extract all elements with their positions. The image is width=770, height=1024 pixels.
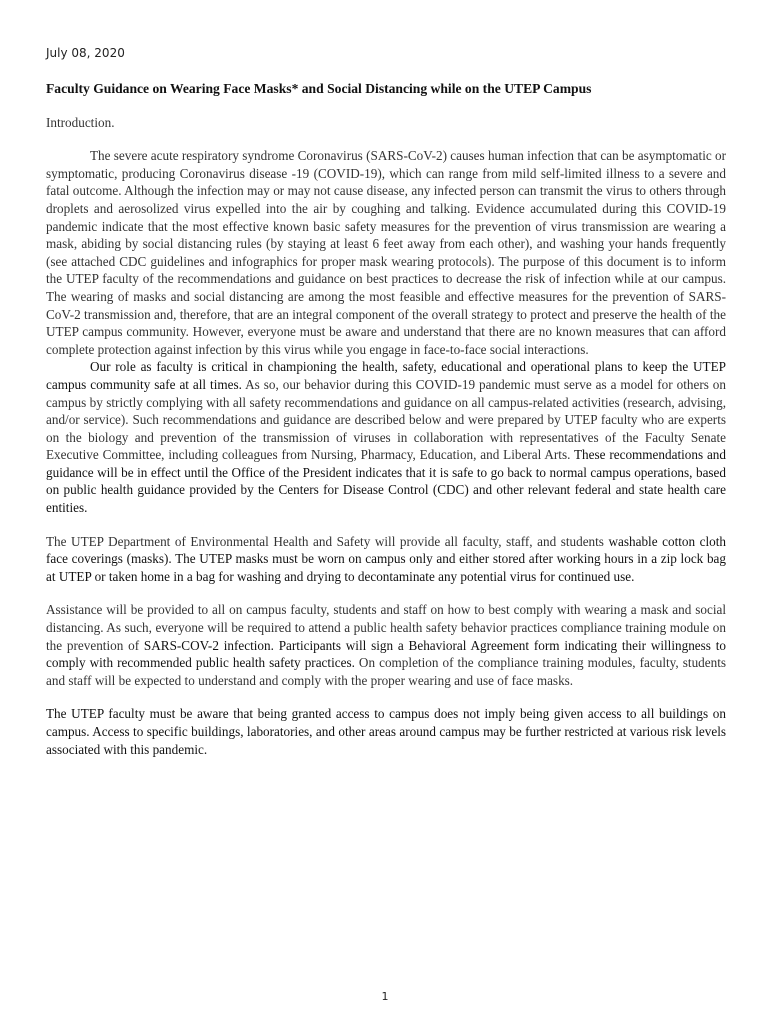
paragraph-3-body: washable cotton cloth face coverings (masks). The UTEP masks must be worn on campus only and either stored after working hours in a zip lock bag at UTEP or taken home in a bag for washing and drying to decontaminate any potential virus for continued use.	[46, 533, 726, 584]
paragraph-3-lead: The UTEP Department of Environmental Health and Safety will provide all faculty, staff, and students	[46, 533, 604, 549]
document-title: Faculty Guidance on Wearing Face Masks* and Social Distancing while on the UTEP Campus	[46, 81, 592, 96]
document-body	[46, 80, 726, 774]
paragraph-1: The severe acute respiratory syndrome Coronavirus (SARS-CoV-2) causes human infection that can be asymptomatic or symptomatic, producing Coronavirus disease -19 (COVID-19), which can range from mild self-limited illness to a severe and fatal outcome. Although the infection may or may not cause disease, any infected person can transmit the virus to others through droplets and aerosolized virus expelled into the air by coughing and talking. Evidence accumulated during this COVID-19 pandemic indicate that the most effective known basic safety measures for the prevention of virus transmission are wearing a mask, abiding by social distancing rules (by staying at least 6 feet away from each other), and washing your hands frequently (see attached CDC guidelines and infographics for proper mask wearing protocols). The purpose of this document is to inform the UTEP faculty of the recommendations and guidance on best practices to decrease the risk of infection while at our campus. The wearing of masks and social distancing are among the most feasible and effective measures for the prevention of SARS-CoV-2 transmission and, therefore, that are an integral component of the overall strategy to protect and preserve the health of the UTEP campus community. However, everyone must be aware and understand that there are no known measures that can afford complete protection against infection by this virus while you engage in face-to-face social interactions.	[46, 148, 726, 357]
paragraph-4-emphasis: SARS-COV-2 infection. Participants will sign a Behavioral Agreement form indicating their willingness to comply with recommended public health safety practices.	[46, 637, 726, 671]
paragraph-3	[46, 533, 726, 586]
paragraph-5: The UTEP faculty must be aware that being granted access to campus does not imply being given access to all buildings on campus. Access to specific buildings, laboratories, and other areas around campus may be further restricted at various risk levels associated with this pandemic.	[46, 706, 726, 757]
paragraph-2-tail: These recommendations and guidance will be in effect until the Office of the President indicates that it is safe to go back to normal campus operations, based on public health guidance provided by the Centers for Disease Control (CDC) and other relevant federal and state health care entities.	[46, 447, 726, 516]
page-number: 1	[381, 990, 389, 1003]
intro-heading: Introduction.	[46, 114, 115, 130]
document-date: July 08, 2020	[46, 46, 125, 60]
paragraph-4	[46, 601, 726, 689]
paragraph-2	[46, 358, 726, 516]
paragraph-2-emphasis: Our role as faculty is critical in championing the health, safety, educational and operational plans to keep the UTEP campus community safe at all times.	[46, 359, 726, 392]
paragraph-2-body: As so, our behavior during this COVID-19 pandemic must serve as a model for others on campus by strictly complying with all safety recommendations and guidance on all campus-related activities (research, advising, and/or service). Such recommendations and guidance are described below and were prepared by UTEP faculty who are experts on the biology and prevention of the transmission of viruses in collaboration with representatives of the Faculty Senate Executive Committee, including colleagues from Nursing, Pharmacy, Education, and Liberal Arts.	[46, 376, 726, 463]
paragraph-4-tail: On completion of the compliance training modules, faculty, students and staff will be expected to understand and comply with the proper wearing and use of face masks.	[46, 655, 726, 688]
paragraph-4-lead: Assistance will be provided to all on campus faculty, students and staff on how to best comply with wearing a mask and social distancing. As such, everyone will be required to attend a public health safety behavior practices compliance training module on the prevention of	[46, 602, 726, 653]
